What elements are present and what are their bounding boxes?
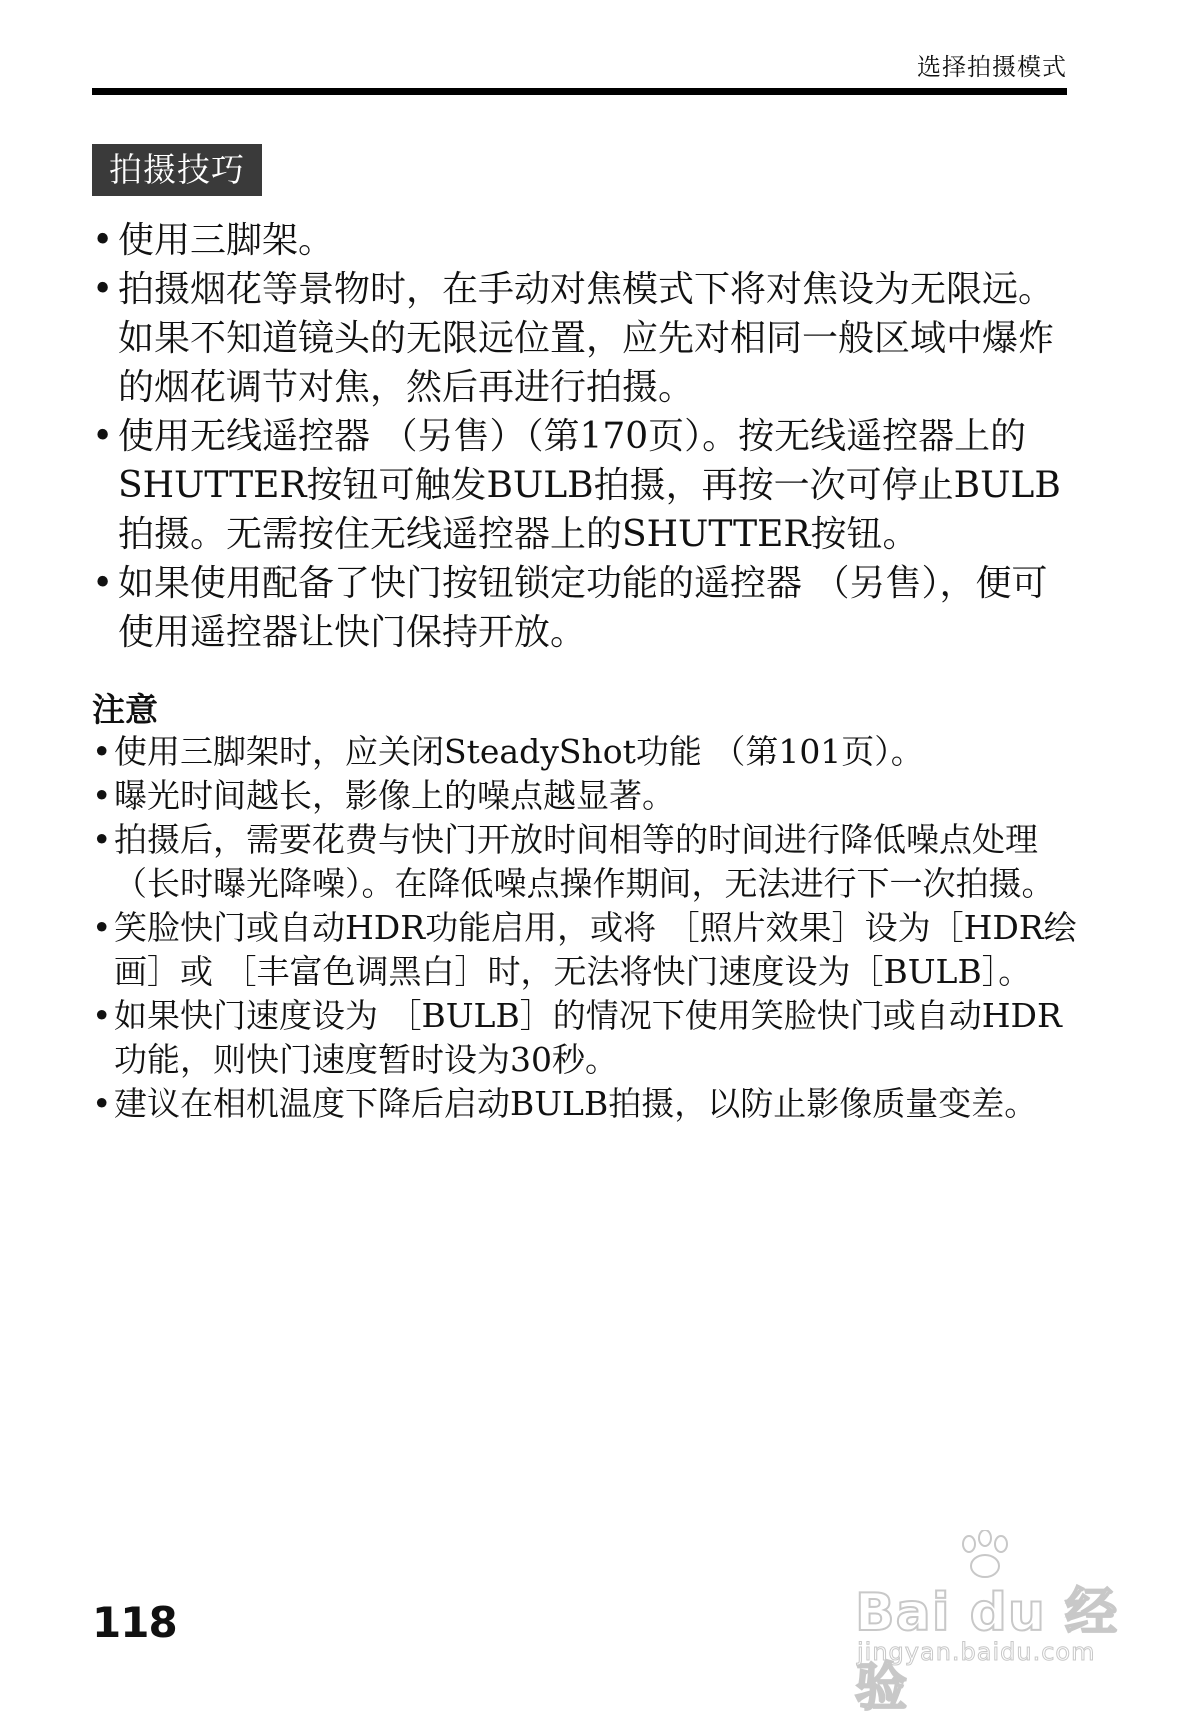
bullet-icon: • (92, 1084, 112, 1123)
tips-label: 拍摄技巧 (92, 144, 262, 196)
list-item (92, 818, 1082, 906)
list-item (92, 412, 1082, 559)
note-text: 曝光时间越长，影像上的噪点越显著。 (114, 776, 675, 815)
section-header: 选择拍摄模式 (917, 53, 1067, 81)
page-number: 118 (92, 1598, 177, 1647)
bullet-icon: • (92, 732, 112, 771)
bullet-icon: • (92, 563, 114, 604)
baidu-watermark (855, 1530, 1135, 1718)
list-item (92, 774, 1082, 818)
note-text: 笑脸快门或自动HDR功能启用，或将 ［照片效果］设为［HDR绘画］或 ［丰富色调黑白］时，无法将快门速度设为［BULB］。 (114, 908, 1077, 991)
list-item (92, 1082, 1082, 1126)
bullet-icon: • (92, 820, 112, 859)
note-text: 拍摄后，需要花费与快门开放时间相等的时间进行降低噪点处理 （长时曝光降噪）。在降低噪点操作期间，无法进行下一次拍摄。 (114, 820, 1055, 903)
note-text: 如果快门速度设为 ［BULB］的情况下使用笑脸快门或自动HDR功能，则快门速度暂时设为30秒。 (114, 996, 1062, 1079)
bullet-icon: • (92, 908, 112, 947)
bullet-icon: • (92, 776, 112, 815)
watermark-brand: Bai du 经验 (855, 1583, 1118, 1718)
tip-text: 使用无线遥控器 （另售）（第170页）。按无线遥控器上的SHUTTER按钮可触发BULB拍摄，再按一次可停止BULB拍摄。无需按住无线遥控器上的SHUTTER按钮。 (118, 416, 1061, 555)
note-text: 使用三脚架时，应关闭SteadyShot功能 （第101页）。 (114, 732, 924, 771)
header-rule (92, 88, 1067, 95)
note-text: 建议在相机温度下降后启动BULB拍摄，以防止影像质量变差。 (114, 1084, 1038, 1123)
watermark-url: jingyan.baidu.com (857, 1638, 1096, 1666)
bullet-icon: • (92, 416, 114, 457)
tips-list (92, 216, 1082, 657)
notes-title: 注意 (92, 690, 158, 729)
tip-text: 拍摄烟花等景物时，在手动对焦模式下将对焦设为无限远。如果不知道镜头的无限远位置，应先对相同一般区域中爆炸的烟花调节对焦，然后再进行拍摄。 (118, 269, 1055, 408)
bullet-icon: • (92, 269, 114, 310)
list-item (92, 994, 1082, 1082)
bullet-icon: • (92, 996, 112, 1035)
tip-text: 使用三脚架。 (118, 220, 335, 261)
tip-text: 如果使用配备了快门按钮锁定功能的遥控器 （另售），便可使用遥控器让快门保持开放。 (118, 563, 1048, 653)
list-item (92, 559, 1082, 657)
list-item (92, 216, 1082, 265)
bullet-icon: • (92, 220, 114, 261)
list-item (92, 730, 1082, 774)
list-item (92, 265, 1082, 412)
list-item (92, 906, 1082, 994)
notes-list (92, 730, 1082, 1126)
